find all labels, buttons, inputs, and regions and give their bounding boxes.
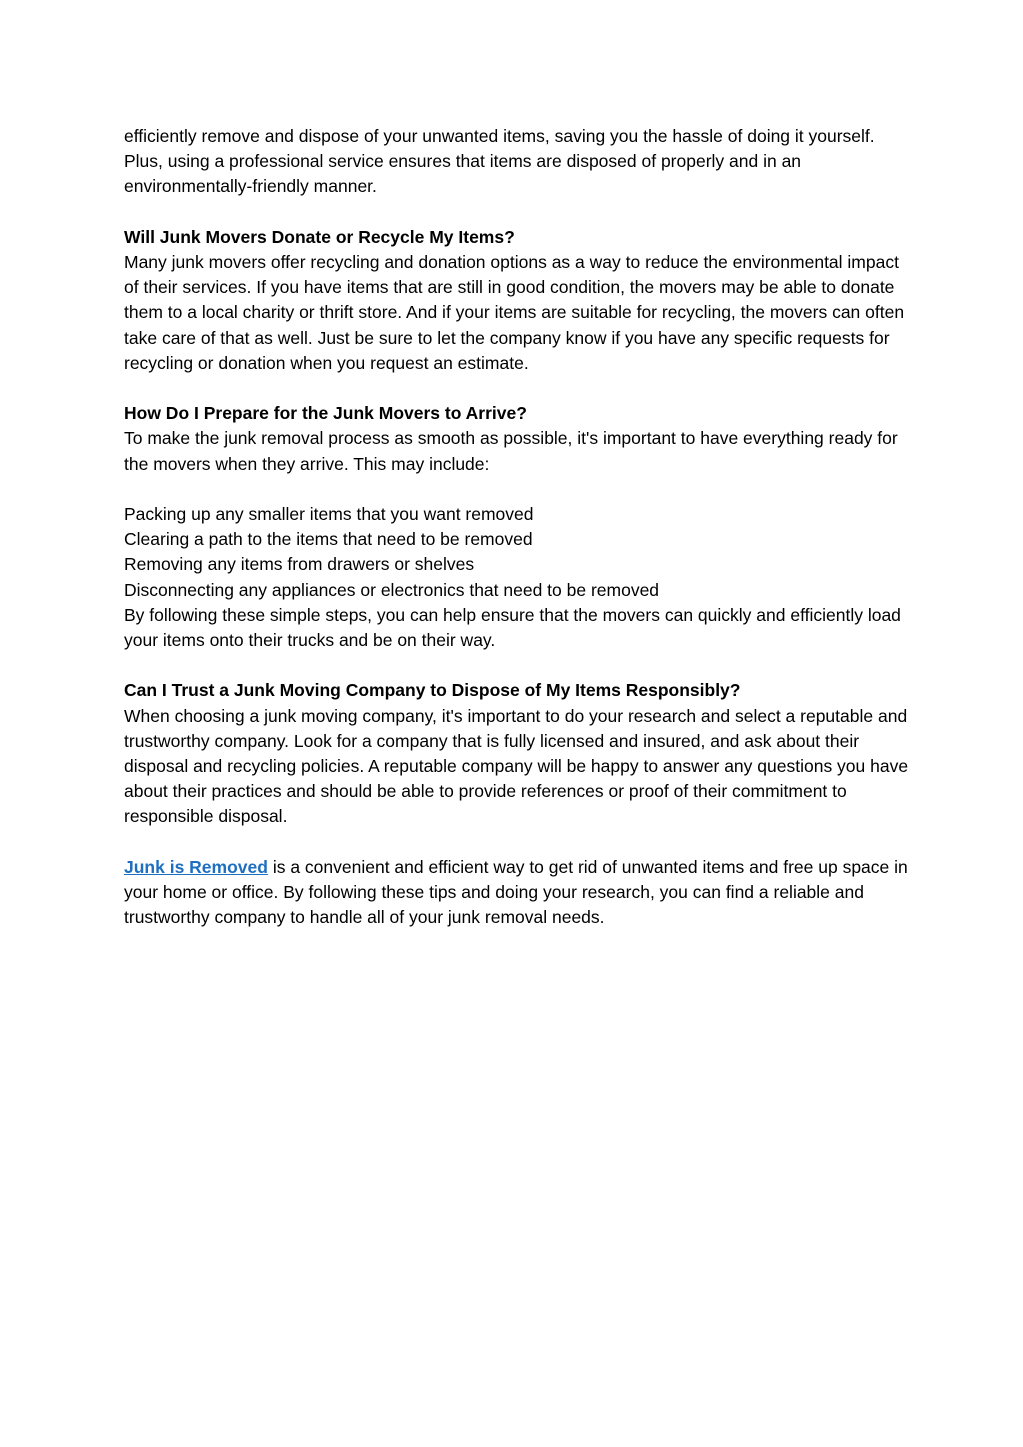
recycle-heading: Will Junk Movers Donate or Recycle My Items? <box>124 226 515 247</box>
recycle-paragraph: Many junk movers offer recycling and donation options as a way to reduce the environmental impact of their services. If you have items that are still in good condition, the movers may be able to donate them to a local charity or thrift store. And if your items are suitable for recycling, the movers can often take care of that as well. Just be sure to let the company know if you have any specific requests for recycling or donation when you request an estimate. <box>124 252 905 373</box>
trust-paragraph: When choosing a junk moving company, it's important to do your research and select a reputable and trustworthy company. Look for a company that is fully licensed and insured, and ask about their disposal and recycling policies. A reputable company will be happy to answer any questions you have about their practices and should be able to provide references or proof of their commitment to responsible disposal. <box>124 705 909 827</box>
spacer <box>124 477 914 502</box>
conclusion-paragraph <box>124 855 914 931</box>
list-item: Clearing a path to the items that need to be removed <box>124 529 533 550</box>
spacer <box>124 200 914 225</box>
list-item: Packing up any smaller items that you want removed <box>124 504 534 524</box>
intro-paragraph: efficiently remove and dispose of your unwanted items, saving you the hassle of doing it yourself. Plus, using a professional service ensures that items are disposed of properly and in an environmentally-friendly manner. <box>124 126 875 197</box>
prepare-steps-list <box>124 502 914 603</box>
conclusion-text: is a convenient and efficient way to get rid of unwanted items and free up space in your home or office. By following these tips and doing your research, you can find a reliable and trustworthy company to handle all of your junk removal needs. <box>124 856 908 928</box>
prepare-heading: How Do I Prepare for the Junk Movers to Arrive? <box>124 403 527 424</box>
junk-is-removed-link[interactable]: Junk is Removed <box>124 856 268 877</box>
spacer <box>124 653 914 678</box>
prepare-closing-paragraph: By following these simple steps, you can help ensure that the movers can quickly and efficiently load your items onto their trucks and be on their way. <box>124 604 901 651</box>
document-page <box>124 124 914 930</box>
list-item: Removing any items from drawers or shelves <box>124 554 475 575</box>
spacer <box>124 376 914 401</box>
list-item: Disconnecting any appliances or electronics that need to be removed <box>124 579 660 600</box>
prepare-paragraph: To make the junk removal process as smooth as possible, it's important to have everything ready for the movers when they arrive. This may include: <box>124 428 898 474</box>
trust-heading: Can I Trust a Junk Moving Company to Dispose of My Items Responsibly? <box>124 680 741 701</box>
spacer <box>124 830 914 855</box>
